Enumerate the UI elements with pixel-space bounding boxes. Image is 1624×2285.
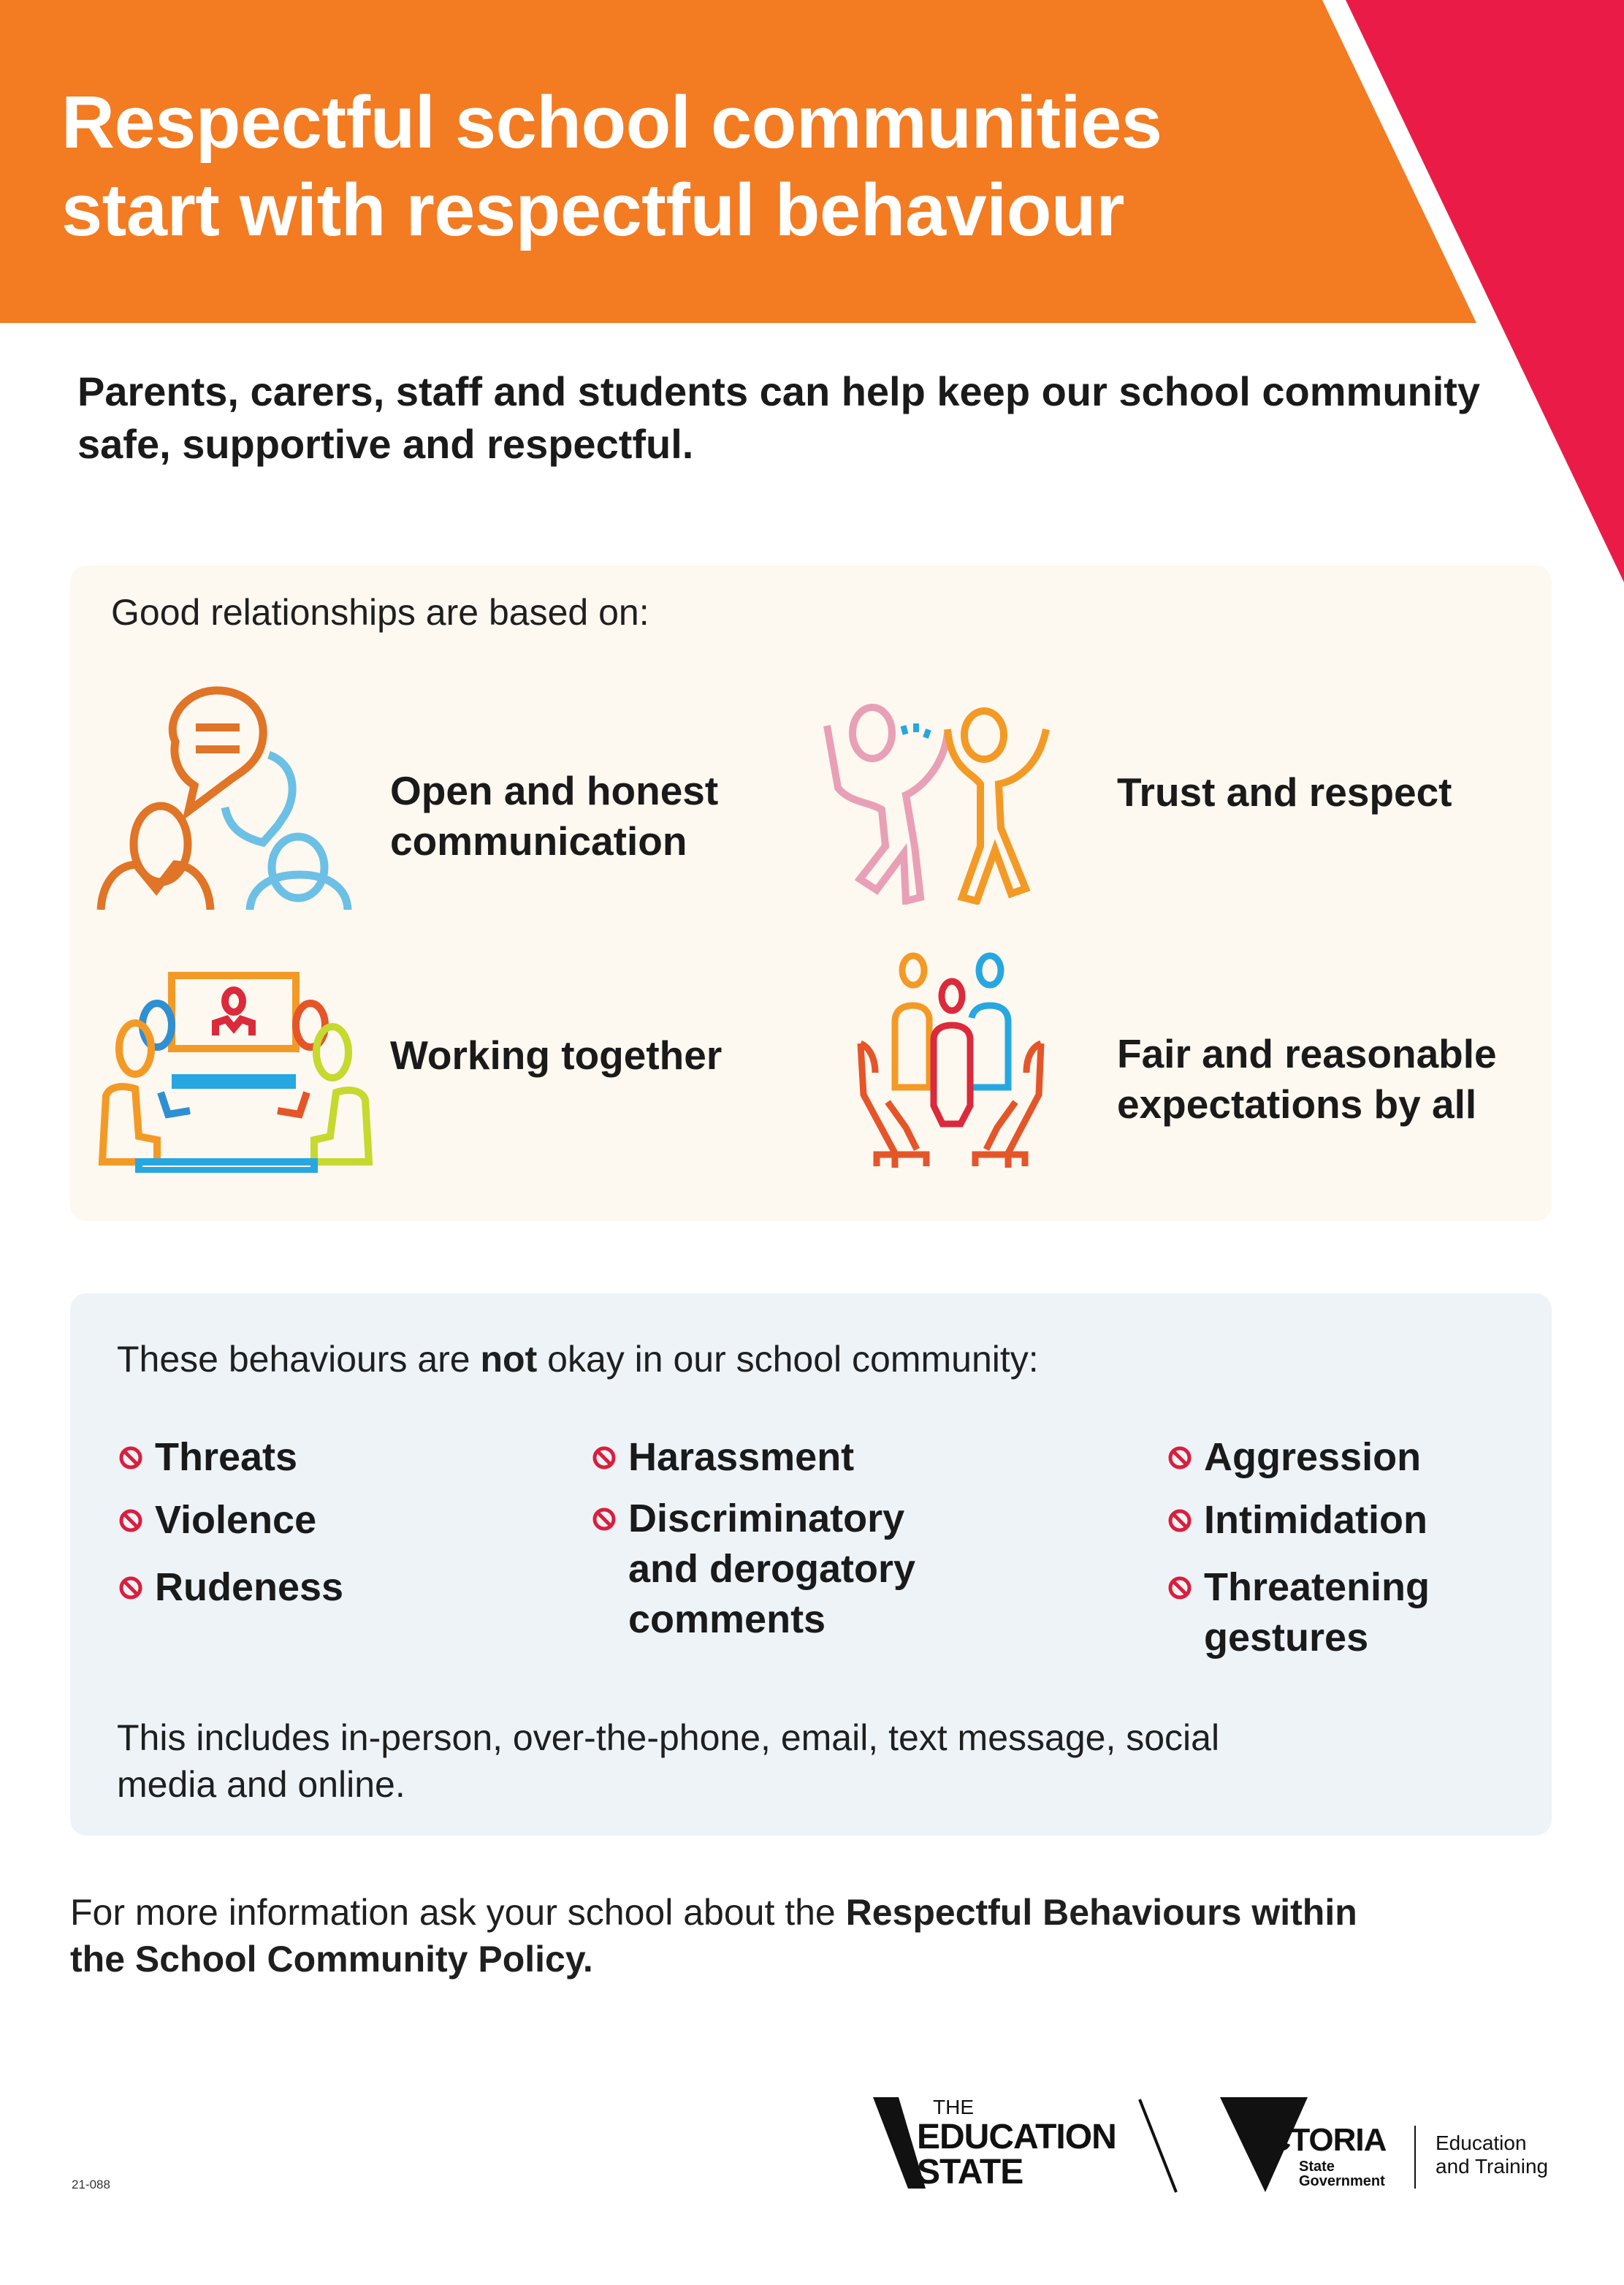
page-title bbox=[61, 79, 1162, 254]
title-line-1: Respectful school communities bbox=[61, 82, 1162, 164]
behaviour-item: Harassment bbox=[592, 1432, 854, 1483]
value-label-working-together: Working together bbox=[390, 1033, 723, 1078]
behaviour-item: Violence bbox=[118, 1495, 316, 1545]
value-label-communication: Open and honest communication bbox=[390, 768, 719, 864]
policy-name: Respectful Behaviours within bbox=[845, 1892, 1357, 1933]
prohibited-icon bbox=[118, 1575, 143, 1600]
document-code: 21-088 bbox=[72, 2178, 110, 2191]
prohibited-icon bbox=[118, 1508, 143, 1533]
prohibited-icon bbox=[1167, 1508, 1192, 1533]
value-label-trust: Trust and respect bbox=[1117, 769, 1452, 815]
prohibited-icon bbox=[1167, 1575, 1192, 1600]
conversation-icon bbox=[94, 683, 378, 910]
behaviour-item: Rudeness bbox=[118, 1562, 343, 1613]
behaviour-item: Aggression bbox=[1167, 1432, 1421, 1483]
victoria-government-logo: VICTORIA State Government Education and Training bbox=[1220, 2094, 1556, 2196]
logo-divider bbox=[1414, 2126, 1416, 2189]
meeting-table-icon bbox=[95, 968, 376, 1173]
prohibited-icon bbox=[592, 1507, 617, 1532]
good-relationships-intro: Good relationships are based on: bbox=[111, 592, 649, 633]
prohibited-icon bbox=[1167, 1445, 1192, 1470]
behaviour-item: Intimidation bbox=[1167, 1495, 1427, 1545]
prohibited-icon bbox=[592, 1445, 617, 1470]
behaviour-item: Discriminatory and derogatory comments bbox=[592, 1494, 915, 1645]
more-info-text: For more information ask your school about the Respectful Behaviours within the School Community Policy. bbox=[70, 1892, 1357, 1980]
department-name: Education and Training bbox=[1436, 2132, 1549, 2178]
behaviour-item: Threatening gestures bbox=[1167, 1562, 1430, 1663]
title-line-2: start with respectful behaviour bbox=[61, 170, 1124, 251]
education-state-logo: THE EDUCATION STATE bbox=[873, 2094, 1180, 2196]
channels-note: This includes in-person, over-the-phone, email, text message, social media and online. bbox=[117, 1717, 1220, 1805]
behaviour-item: Threats bbox=[118, 1432, 297, 1483]
value-label-fair-expectations: Fair and reasonable expectations by all bbox=[1117, 1031, 1497, 1127]
unacceptable-behaviours-intro: These behaviours are not okay in our school community: bbox=[117, 1339, 1039, 1380]
high-five-icon bbox=[820, 700, 1083, 905]
subtitle: Parents, carers, staff and students can help keep our school community safe, supportive and respectful. bbox=[77, 368, 1481, 467]
prohibited-icon bbox=[118, 1445, 143, 1470]
hands-holding-people-icon bbox=[847, 948, 1056, 1168]
